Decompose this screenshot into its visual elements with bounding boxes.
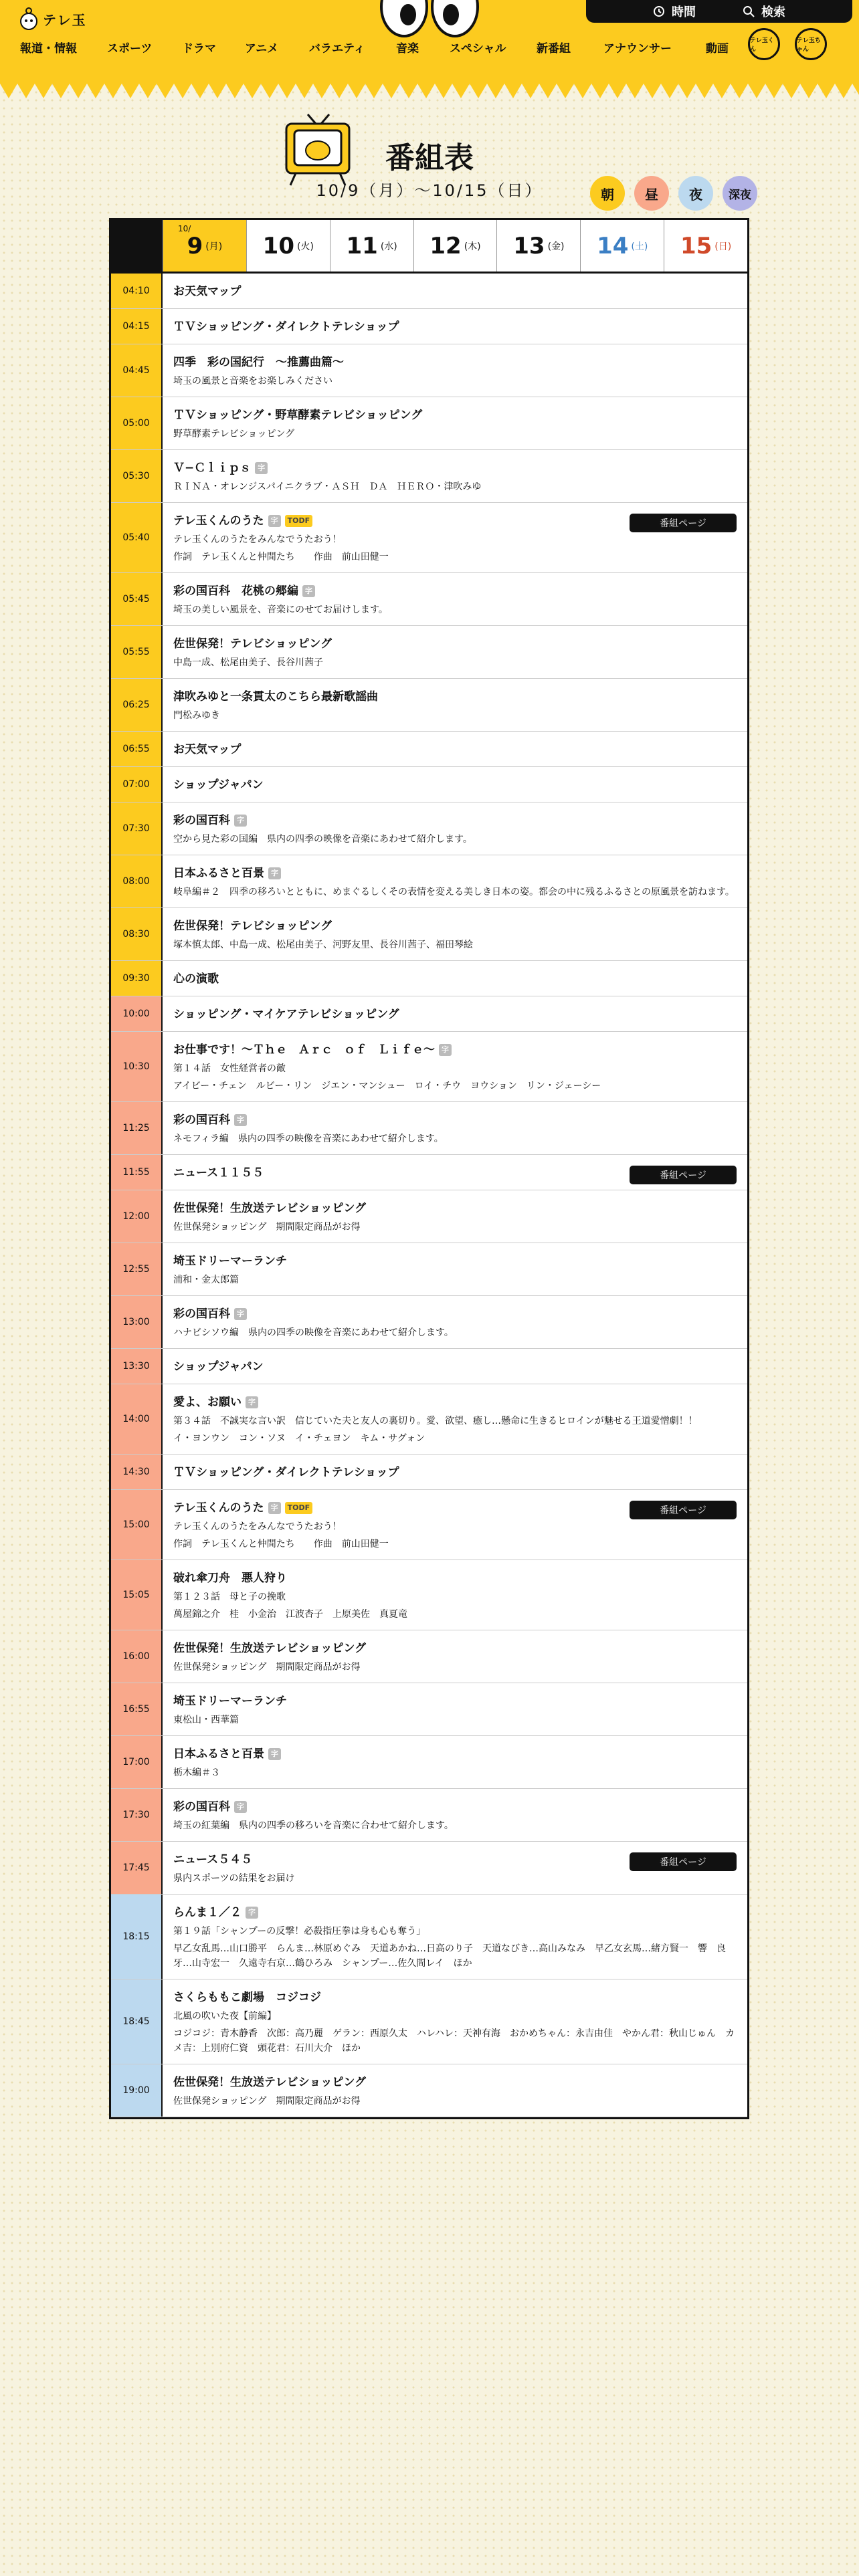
program-description: 県内スポーツの結果をお届け	[173, 1873, 295, 1884]
tod-badge: TODF	[285, 515, 313, 527]
program-description: ネモフィラ編 県内の四季の映像を音楽にあわせて紹介します。	[173, 1134, 444, 1144]
program-row	[111, 1190, 747, 1243]
program-time: 08:00	[111, 855, 163, 907]
nav-item-6[interactable]: スペシャル	[450, 42, 506, 56]
program-time: 10:30	[111, 1032, 163, 1101]
search-link[interactable]	[743, 3, 785, 20]
subtitle-badge: 字	[234, 1801, 247, 1813]
program-title[interactable]: お天気マップ	[173, 743, 242, 756]
program-time: 06:25	[111, 679, 163, 731]
program-title[interactable]: 日本ふるさと百景 字	[173, 1745, 737, 1763]
date-tab-weekday: (水)	[380, 241, 397, 252]
program-row	[111, 855, 747, 908]
date-tab-day: 12	[430, 232, 462, 259]
program-time: 17:00	[111, 1736, 163, 1788]
program-title[interactable]: 佐世保発！テレビショッピング	[173, 637, 332, 651]
program-time: 08:30	[111, 908, 163, 960]
program-description: 第１４話 女性経営者の敵	[173, 1063, 286, 1074]
program-cell[interactable]	[163, 626, 747, 678]
program-title[interactable]: ショップジャパン	[173, 778, 264, 792]
subtitle-badge: 字	[302, 585, 315, 597]
program-title[interactable]: らんま１／２ 字	[173, 1904, 737, 1921]
program-time: 18:45	[111, 1979, 163, 2064]
program-title[interactable]: 佐世保発！生放送テレビショッピング	[173, 1642, 366, 1655]
program-row	[111, 1630, 747, 1683]
program-row	[111, 309, 747, 344]
nav-item-3[interactable]: アニメ	[245, 42, 279, 56]
program-title[interactable]: 四季 彩の国紀行 〜推薦曲篇〜	[173, 356, 344, 369]
program-time: 16:00	[111, 1630, 163, 1683]
program-cell[interactable]	[163, 1895, 747, 1979]
date-tab-day: 15	[680, 232, 712, 259]
time-link-label: 時間	[672, 5, 696, 19]
program-title[interactable]: 埼玉ドリーマーランチ	[173, 1695, 287, 1708]
program-cell[interactable]	[163, 996, 747, 1031]
subtitle-badge: 字	[255, 462, 268, 474]
program-description: テレ玉くんのうたをみんなでうたおう！	[173, 1521, 342, 1532]
date-tab-weekday: (日)	[714, 241, 732, 252]
program-time: 07:00	[111, 767, 163, 802]
program-description: アイビー・チェン ルビー・リン ジエン・マンシュー ロイ・チウ ヨウション リン・ジェーシー	[173, 1081, 601, 1091]
date-tab-11[interactable]	[330, 220, 413, 272]
program-cell[interactable]	[163, 1155, 747, 1190]
program-title[interactable]: 佐世保発！生放送テレビショッピング	[173, 1202, 366, 1215]
date-tabs-corner	[111, 220, 163, 272]
program-title[interactable]: ＴＶショッピング・ダイレクトテレショップ	[173, 320, 399, 334]
program-description: イ・ヨンウン コン・ソヌ イ・チェヨン キム・サグォン	[173, 1433, 425, 1444]
nav-item-8[interactable]: アナウンサー	[603, 42, 672, 56]
program-title[interactable]: ショッピング・マイケアテレビショッピング	[173, 1008, 399, 1021]
program-cell[interactable]	[163, 1683, 747, 1735]
program-page-button[interactable]: 番組ページ	[630, 1852, 737, 1871]
program-title[interactable]: 愛よ、お願い 字	[173, 1394, 737, 1411]
program-row	[111, 1683, 747, 1736]
program-title[interactable]: 津吹みゆと一条貫太のこちら最新歌謡曲	[173, 690, 378, 704]
program-cell[interactable]	[163, 802, 747, 855]
schedule-table	[109, 218, 749, 2119]
date-tab-13[interactable]	[496, 220, 580, 272]
nav-item-4[interactable]: バラエティ	[309, 42, 365, 56]
date-tab-day: 11	[346, 232, 378, 259]
program-time: 16:55	[111, 1683, 163, 1735]
subtitle-badge: 字	[246, 1907, 258, 1919]
program-description: 第１２３話 母と子の挽歌	[173, 1592, 286, 1602]
program-description: 埼玉の美しい風景を、音楽にのせてお届けします。	[173, 605, 388, 615]
program-time: 05:30	[111, 450, 163, 502]
program-row	[111, 1243, 747, 1296]
program-row	[111, 1789, 747, 1842]
program-cell[interactable]	[163, 2064, 747, 2117]
time-filters	[590, 176, 757, 211]
time-filter-1[interactable]: 昼	[634, 176, 669, 211]
program-cell[interactable]	[163, 1032, 747, 1101]
program-description: 第１９話「シャンプーの反撃！必殺指圧拳は身も心も奪う」	[173, 1926, 426, 1937]
program-description: 作詞 テレ玉くんと仲間たち 作曲 前山田健一	[173, 552, 389, 562]
program-description: 萬屋錦之介 桂 小金治 江波杏子 上原美佐 真夏竜	[173, 1609, 407, 1620]
program-cell[interactable]	[163, 679, 747, 731]
terekun-icon[interactable]: テレ玉くん	[748, 28, 780, 60]
program-time: 10:00	[111, 996, 163, 1031]
program-time: 13:00	[111, 1296, 163, 1348]
program-cell[interactable]	[163, 1102, 747, 1154]
program-description: 野草酵素テレビショッピング	[173, 429, 295, 439]
subtitle-badge: 字	[234, 815, 247, 827]
program-title[interactable]: ニュース１１５５	[173, 1166, 264, 1180]
program-time: 15:00	[111, 1490, 163, 1560]
date-tab-day: 9	[187, 232, 203, 259]
logo-text: テレ玉	[43, 11, 87, 28]
program-cell[interactable]	[163, 1842, 747, 1894]
program-title[interactable]: ショップジャパン	[173, 1360, 264, 1374]
mascot-nav-icons	[748, 28, 827, 60]
subtitle-badge: 字	[268, 867, 281, 879]
program-time: 13:30	[111, 1349, 163, 1384]
program-title[interactable]: お仕事です！〜Ｔｈｅ Ａｒｃ ｏｆ Ｌｉｆｅ〜 字	[173, 1041, 737, 1059]
nav-item-1[interactable]: スポーツ	[107, 42, 153, 56]
date-tab-weekday: (土)	[631, 241, 648, 252]
page-title: 番組表	[385, 141, 474, 175]
program-description: 栃木編＃３	[173, 1767, 220, 1778]
program-title[interactable]: 彩の国百科 花桃の郷編 字	[173, 582, 737, 600]
program-time: 04:10	[111, 274, 163, 308]
search-link-label: 検索	[761, 5, 785, 19]
program-title[interactable]: 心の演歌	[173, 972, 219, 986]
program-cell[interactable]	[163, 1789, 747, 1841]
program-time: 11:55	[111, 1155, 163, 1190]
program-description: 浦和・金太郎篇	[173, 1275, 239, 1285]
program-row	[111, 767, 747, 802]
date-tab-day: 13	[513, 232, 545, 259]
program-title[interactable]: ＴＶショッピング・野草酵素テレビショッピング	[173, 409, 423, 422]
program-title[interactable]: 佐世保発！生放送テレビショッピング	[173, 2076, 366, 2089]
program-title[interactable]: 佐世保発！テレビショッピング	[173, 920, 332, 933]
program-row	[111, 961, 747, 996]
mascot-logo-icon	[19, 7, 39, 31]
program-row	[111, 626, 747, 679]
date-tab-15[interactable]	[664, 220, 747, 272]
program-row	[111, 503, 747, 573]
program-time: 15:05	[111, 1560, 163, 1630]
program-title[interactable]: 彩の国百科 字	[173, 1798, 737, 1816]
program-description: 埼玉の風景と音楽をお楽しみください	[173, 376, 332, 387]
site-header	[0, 0, 859, 84]
program-cell[interactable]	[163, 344, 747, 397]
date-tab-weekday: (月)	[205, 241, 223, 252]
program-row	[111, 450, 747, 503]
subtitle-badge: 字	[268, 1502, 281, 1514]
date-tab-weekday: (木)	[464, 241, 481, 252]
program-title[interactable]: お天気マップ	[173, 285, 242, 298]
program-description: 塚本慎太郎、中島一成、松尾由美子、河野友里、長谷川茜子、福田琴絵	[173, 940, 473, 950]
program-cell[interactable]	[163, 309, 747, 344]
program-row	[111, 679, 747, 732]
time-filter-3[interactable]: 深夜	[723, 176, 757, 211]
program-description: 佐世保発ショッピング 期間限定商品がお得	[173, 1222, 361, 1232]
program-row	[111, 1895, 747, 1979]
program-time: 05:55	[111, 626, 163, 678]
date-tabs	[111, 220, 747, 274]
program-cell[interactable]	[163, 1384, 747, 1454]
program-time: 17:30	[111, 1789, 163, 1841]
program-row	[111, 1032, 747, 1102]
program-description: 埼玉の紅葉編 県内の四季の移ろいを音楽に合わせて紹介します。	[173, 1820, 454, 1831]
nav-item-7[interactable]: 新番組	[537, 42, 571, 56]
program-time: 18:15	[111, 1895, 163, 1979]
subtitle-badge: 字	[268, 1748, 281, 1760]
program-description: 早乙女乱馬…山口勝平 らんま…林原めぐみ 天道あかね…日高のり子 天道なびき…高山みなみ 早乙女玄馬…緒方賢一 響 良牙…山寺宏一 久遠寺右京…鶴ひろみ シャンプー…佐久間レイ ほか	[173, 1943, 726, 1969]
program-cell[interactable]	[163, 908, 747, 960]
program-description: 門松みゆき	[173, 710, 220, 721]
date-tab-day: 10	[262, 232, 294, 259]
program-row	[111, 344, 747, 397]
program-title[interactable]: さくらももこ劇場 コジコジ	[173, 1991, 321, 2004]
program-cell[interactable]	[163, 1296, 747, 1348]
nav-item-5[interactable]: 音楽	[396, 42, 419, 56]
program-description: 北風の吹いた夜【前編】	[173, 2011, 276, 2022]
date-tab-12[interactable]	[413, 220, 497, 272]
program-cell[interactable]	[163, 732, 747, 766]
program-cell[interactable]	[163, 450, 747, 502]
program-row	[111, 1155, 747, 1190]
program-cell[interactable]	[163, 961, 747, 996]
program-description: 作詞 テレ玉くんと仲間たち 作曲 前山田健一	[173, 1539, 389, 1549]
program-cell[interactable]	[163, 1630, 747, 1683]
program-time: 05:45	[111, 573, 163, 625]
program-cell[interactable]	[163, 503, 747, 572]
program-row	[111, 1102, 747, 1155]
program-title[interactable]: テレ玉くんのうた 字 TODF	[173, 1499, 737, 1517]
program-title[interactable]: 彩の国百科 字	[173, 1111, 737, 1129]
program-title[interactable]: 日本ふるさと百景 字	[173, 865, 737, 882]
program-title[interactable]: 彩の国百科 字	[173, 1305, 737, 1323]
program-time: 11:25	[111, 1102, 163, 1154]
program-time: 12:00	[111, 1190, 163, 1243]
site-logo[interactable]	[19, 7, 87, 31]
program-time: 14:00	[111, 1384, 163, 1454]
program-row	[111, 1490, 747, 1560]
program-cell[interactable]	[163, 1349, 747, 1384]
program-description: 岐阜編＃２ 四季の移ろいとともに、めまぐるしくその表情を変える美しき日本の姿。都会の中に残るふるさとの原風景を訪ねます。	[173, 887, 735, 897]
date-tab-14[interactable]	[580, 220, 664, 272]
program-cell[interactable]	[163, 274, 747, 308]
date-tab-10[interactable]	[246, 220, 330, 272]
program-description: 中島一成、松尾由美子、長谷川茜子	[173, 657, 323, 668]
program-page-button[interactable]: 番組ページ	[630, 1501, 737, 1519]
program-cell[interactable]	[163, 1736, 747, 1788]
program-time: 04:15	[111, 309, 163, 344]
program-title[interactable]: Ｖ−Ｃｌｉｐｓ 字	[173, 459, 737, 477]
program-row	[111, 1455, 747, 1490]
program-title[interactable]: 破れ傘刀舟 悪人狩り	[173, 1572, 287, 1585]
top-utility-bar	[586, 0, 852, 23]
program-row	[111, 274, 747, 309]
program-row	[111, 1384, 747, 1455]
program-time: 19:00	[111, 2064, 163, 2117]
nav-item-0[interactable]: 報道・情報	[20, 42, 77, 56]
date-tab-month: 10/	[178, 224, 191, 233]
program-page-button[interactable]: 番組ページ	[630, 514, 737, 532]
search-icon	[743, 5, 755, 17]
program-row	[111, 573, 747, 626]
program-description: コジコジ：青木静香 次郎：高乃麗 ゲラン：西原久太 ハレハレ：天神有海 おかめちゃん：永吉由佳 やかん君：秋山じゅん カメ吉：上別府仁資 頭花君：石川大介 ほか	[173, 2028, 735, 2054]
tod-badge: TODF	[285, 1502, 313, 1514]
date-range: 10/9（月）〜10/15（日）	[316, 181, 543, 200]
program-description: ハナビシソウ編 県内の四季の映像を音楽にあわせて紹介します。	[173, 1327, 454, 1338]
program-time: 12:55	[111, 1243, 163, 1295]
program-row	[111, 1979, 747, 2064]
program-time: 04:45	[111, 344, 163, 397]
subtitle-badge: 字	[268, 515, 281, 527]
subtitle-badge: 字	[234, 1308, 247, 1320]
program-page-button[interactable]: 番組ページ	[630, 1166, 737, 1184]
subtitle-badge: 字	[246, 1396, 258, 1408]
program-row	[111, 2064, 747, 2117]
subtitle-badge: 字	[439, 1044, 452, 1056]
program-description: テレ玉くんのうたをみんなでうたおう！	[173, 534, 342, 545]
program-row	[111, 996, 747, 1032]
program-cell[interactable]	[163, 1455, 747, 1489]
program-row	[111, 1736, 747, 1789]
program-cell[interactable]	[163, 1560, 747, 1630]
program-description: 佐世保発ショッピング 期間限定商品がお得	[173, 2096, 361, 2107]
program-cell[interactable]	[163, 1490, 747, 1560]
time-filter-0[interactable]: 朝	[590, 176, 625, 211]
program-row	[111, 1349, 747, 1384]
program-description: 空から見た彩の国編 県内の四季の映像を音楽にあわせて紹介します。	[173, 834, 472, 845]
time-filter-2[interactable]: 夜	[678, 176, 713, 211]
date-tab-day: 14	[597, 232, 629, 259]
program-time: 14:30	[111, 1455, 163, 1489]
subtitle-badge: 字	[234, 1114, 247, 1126]
program-description: 第３４話 不誠実な言い訳 信じていた夫と友人の裏切り。愛、欲望、癒し…懸命に生きるヒロインが魅せる王道愛憎劇！！	[173, 1416, 698, 1426]
mascot-eyes-icon	[379, 0, 480, 40]
program-row	[111, 1296, 747, 1349]
program-time: 05:00	[111, 397, 163, 449]
program-row	[111, 802, 747, 855]
program-cell[interactable]	[163, 397, 747, 449]
program-time: 05:40	[111, 503, 163, 572]
header-zigzag-edge	[0, 84, 859, 101]
program-title[interactable]: 埼玉ドリーマーランチ	[173, 1255, 287, 1268]
nav-item-9[interactable]: 動画	[706, 42, 729, 56]
clock-icon	[653, 5, 665, 17]
program-row	[111, 908, 747, 961]
program-cell[interactable]	[163, 855, 747, 907]
program-time: 09:30	[111, 961, 163, 996]
program-title[interactable]: ＴＶショッピング・ダイレクトテレショップ	[173, 1466, 399, 1479]
program-row	[111, 397, 747, 450]
program-cell[interactable]	[163, 1190, 747, 1243]
terechan-icon[interactable]: テレ玉ちゃん	[795, 28, 827, 60]
program-description: 東松山・西華篇	[173, 1715, 239, 1725]
date-tab-weekday: (火)	[296, 241, 314, 252]
program-row	[111, 732, 747, 767]
date-tab-weekday: (金)	[547, 241, 565, 252]
main-nav	[0, 39, 859, 63]
program-cell[interactable]	[163, 1243, 747, 1295]
time-link[interactable]	[653, 3, 696, 20]
nav-item-2[interactable]: ドラマ	[182, 42, 216, 56]
program-title[interactable]: ニュース５４５	[173, 1853, 253, 1866]
title-section	[0, 110, 859, 211]
program-row	[111, 1560, 747, 1630]
program-cell[interactable]	[163, 1979, 747, 2064]
program-description: 佐世保発ショッピング 期間限定商品がお得	[173, 1662, 361, 1673]
program-row	[111, 1842, 747, 1895]
program-time: 17:45	[111, 1842, 163, 1894]
program-time: 07:30	[111, 802, 163, 855]
program-list	[111, 274, 747, 2117]
program-cell[interactable]	[163, 767, 747, 802]
program-title[interactable]: 彩の国百科 字	[173, 812, 737, 829]
program-time: 06:55	[111, 732, 163, 766]
program-description: ＲＩＮＡ・オレンジスパイニクラブ・ＡＳＨ ＤＡ ＨＥＲＯ・津吹みゆ	[173, 481, 482, 492]
program-title[interactable]: テレ玉くんのうた 字 TODF	[173, 512, 737, 530]
date-tab-9[interactable]	[163, 220, 246, 272]
program-cell[interactable]	[163, 573, 747, 625]
